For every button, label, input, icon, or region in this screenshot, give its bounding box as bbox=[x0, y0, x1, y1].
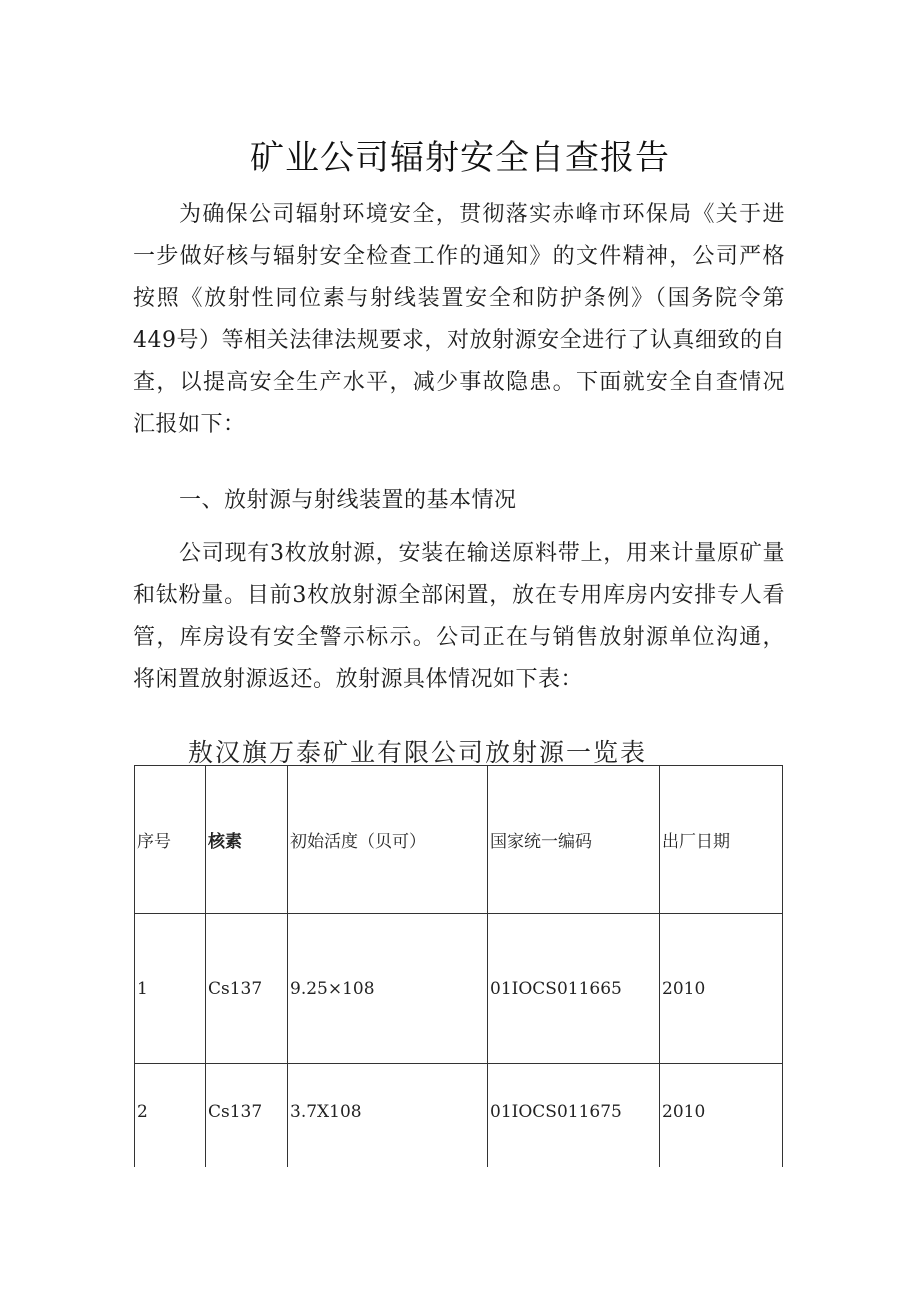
cell-activity: 3.7X108 bbox=[288, 1064, 488, 1167]
intro-paragraph: 为确保公司辐射环境安全，贯彻落实赤峰市环保局《关于进一步做好核与辐射安全检查工作的通知》的文件精神，公司严格按照《放射性同位素与射线装置安全和防护条例》（国务院令第449号）等相关法律法规要求，对放射源安全进行了认真细致的自查，以提高安全生产水平，减少事故隐患。下面就安全自查情况汇报如下： bbox=[133, 202, 785, 437]
cell-code: 01IOCS011675 bbox=[488, 1064, 660, 1167]
cell-index: 1 bbox=[135, 914, 206, 1064]
cell-activity: 9.25×108 bbox=[288, 914, 488, 1064]
header-cell-nuclide: 核素 bbox=[206, 766, 288, 914]
cell-index: 2 bbox=[135, 1064, 206, 1167]
body-paragraph: 公司现有3枚放射源，安装在输送原料带上，用来计量原矿量和钛粉量。目前3枚放射源全部闲置，放在专用库房内安排专人看管，库房设有安全警示标示。公司正在与销售放射源单位沟通，将闲置放射源返还。放射源具体情况如下表： bbox=[133, 541, 785, 692]
header-cell-date: 出厂日期 bbox=[660, 766, 783, 914]
header-cell-activity: 初始活度（贝可） bbox=[288, 766, 488, 914]
header-cell-code: 国家统一编码 bbox=[488, 766, 660, 914]
table-row bbox=[135, 1064, 783, 1167]
radiation-source-table bbox=[134, 765, 783, 1167]
cell-nuclide: Cs137 bbox=[206, 1064, 288, 1167]
table-header-row bbox=[135, 766, 783, 914]
cell-date: 2010 bbox=[660, 1064, 783, 1167]
header-cell-index: 序号 bbox=[135, 766, 206, 914]
cell-date: 2010 bbox=[660, 914, 783, 1064]
table-row bbox=[135, 914, 783, 1064]
document-title: 矿业公司辐射安全自查报告 bbox=[250, 138, 670, 178]
cell-nuclide: Cs137 bbox=[206, 914, 288, 1064]
cell-code: 01IOCS011665 bbox=[488, 914, 660, 1064]
section-heading: 一、放射源与射线装置的基本情况 bbox=[179, 488, 517, 513]
table-caption: 敖汉旗万泰矿业有限公司放射源一览表 bbox=[188, 738, 648, 767]
